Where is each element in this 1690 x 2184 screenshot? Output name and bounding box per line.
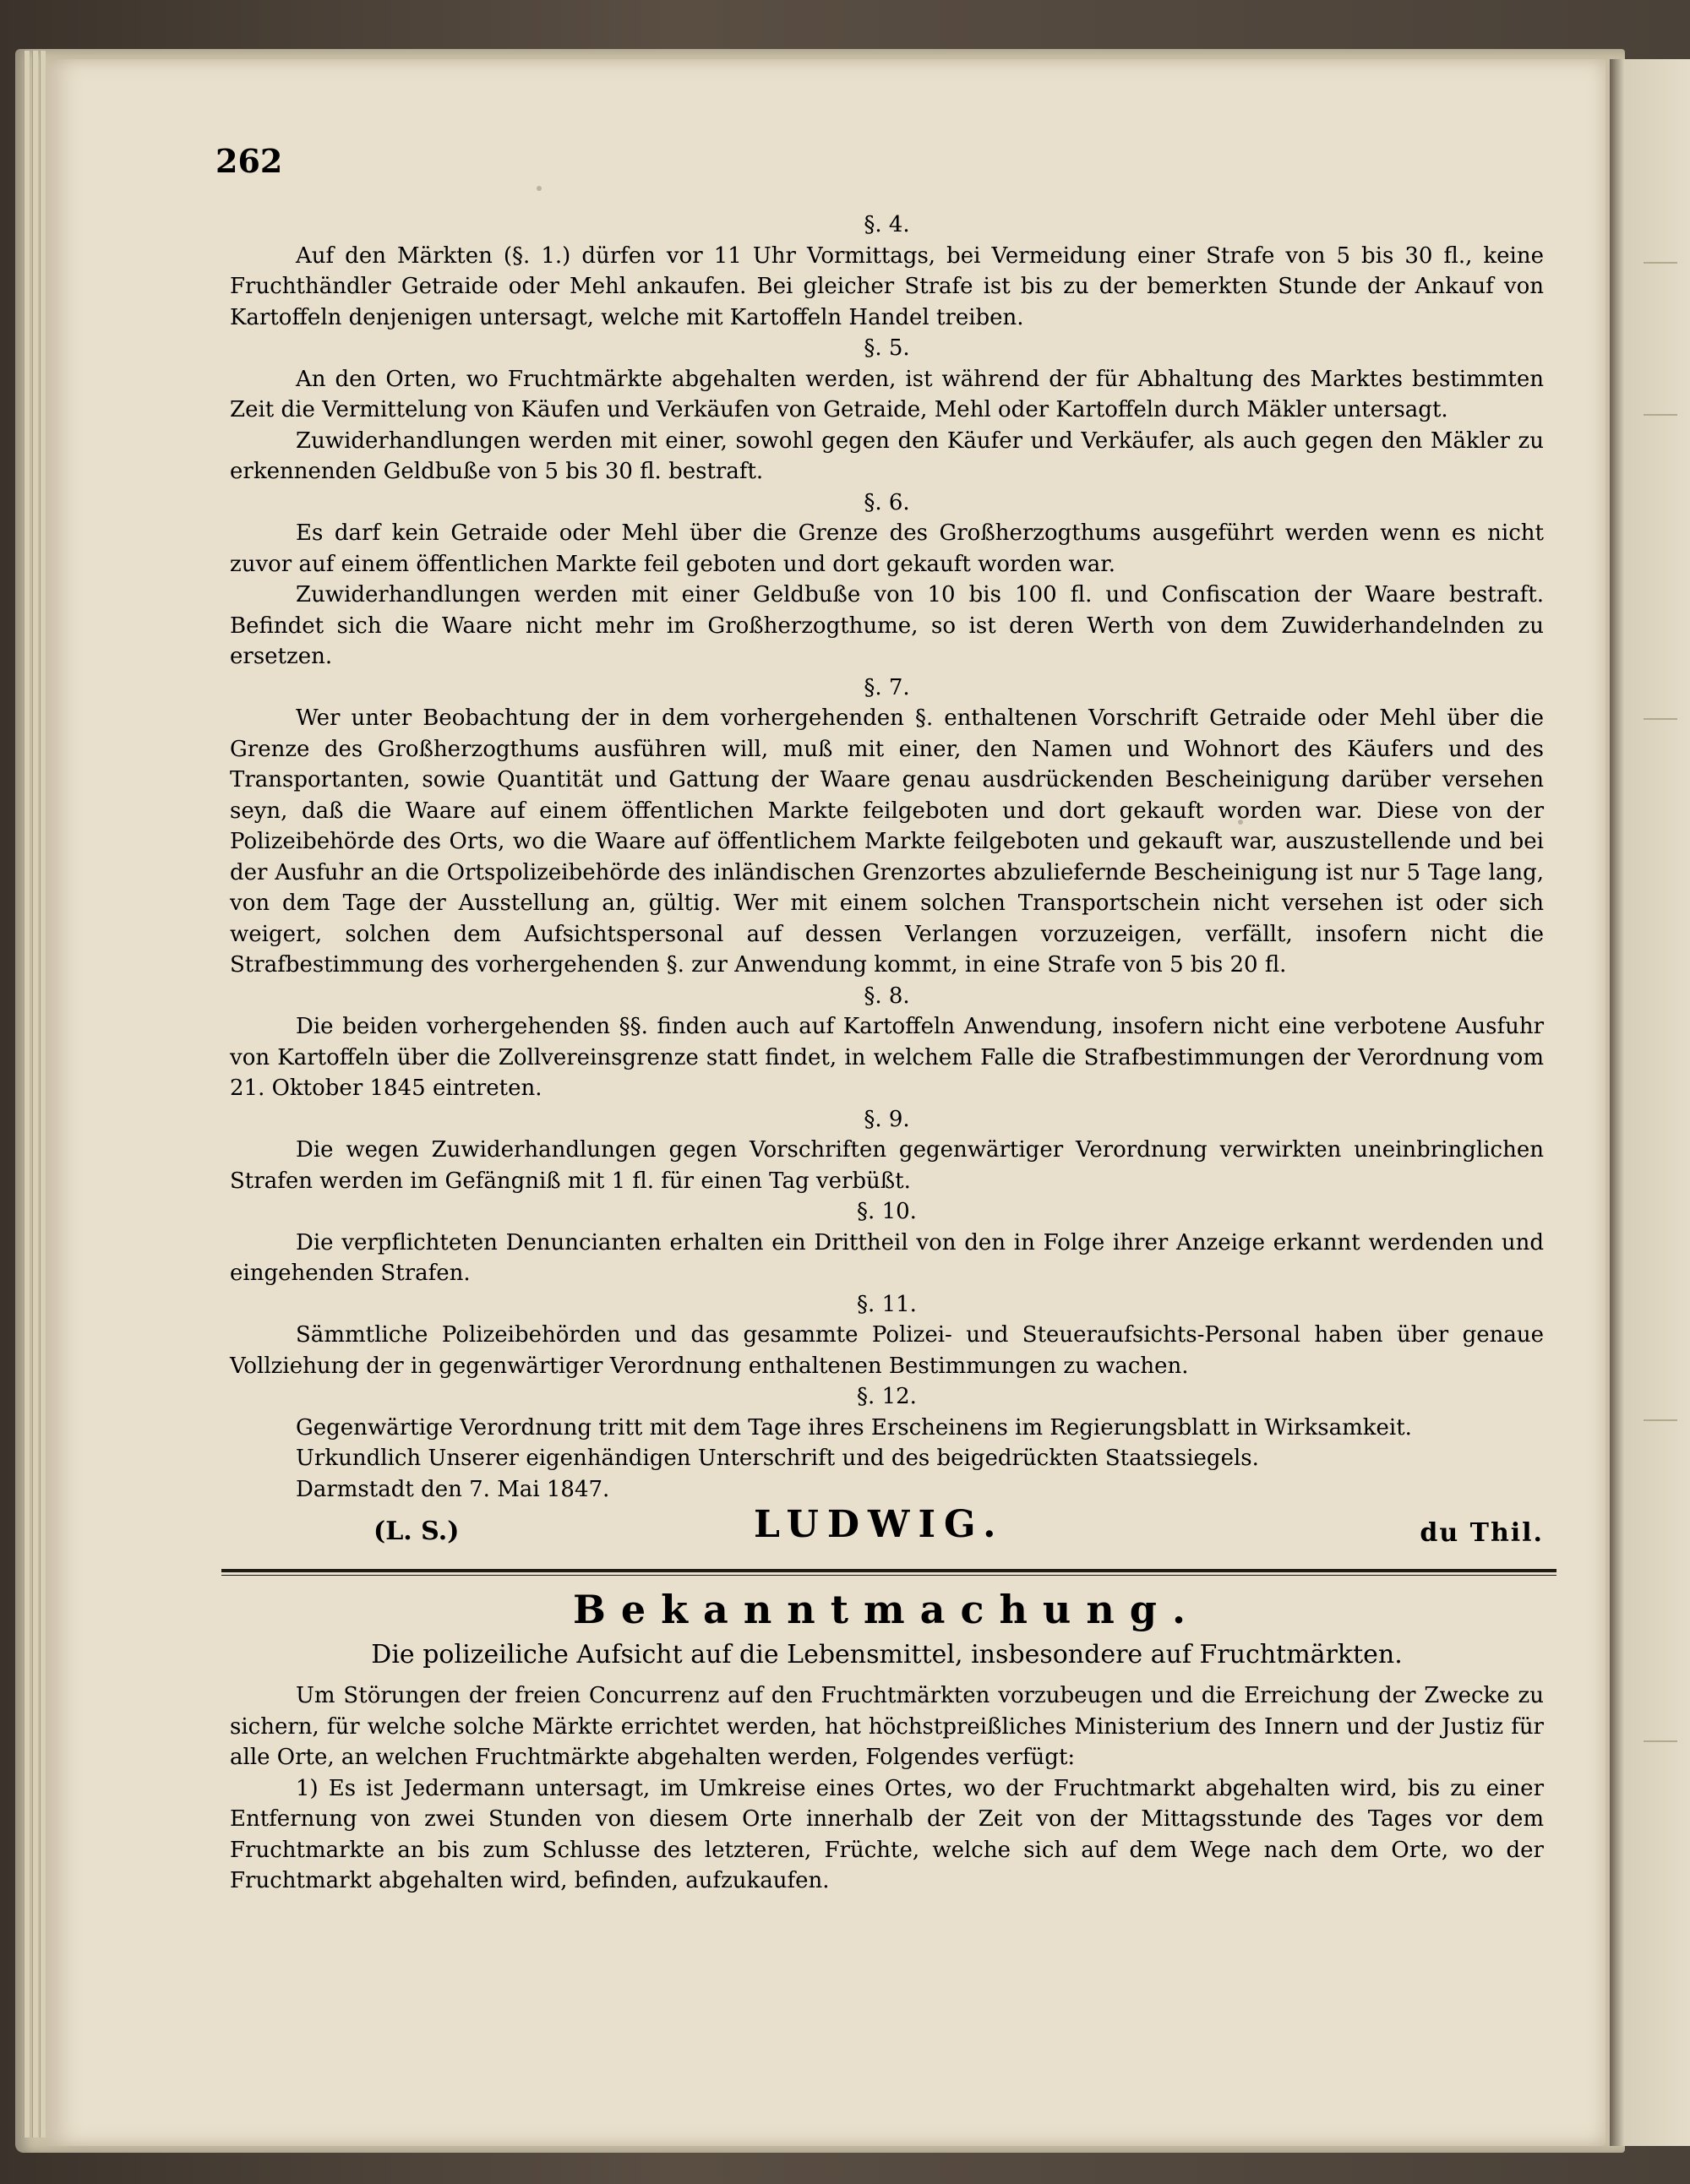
- paragraph: 1) Es ist Jedermann untersagt, im Umkreise eines Ortes, wo der Fruchtmarkt abgehalten wird, bis zu einer Entfernung von zwei Stunden von diesem Orte innerhalb der Zeit von der Mittagsstunde des Tages vor dem Fruchtmarkte an bis zum Schlusse des letzteren, Früchte, welche sich auf dem Wege nach dem Orte, wo der Fruchtmarkt abgehalten wird, befinden, aufzukaufen.: [230, 1775, 1544, 1893]
- sovereign-signature: LUDWIG.: [754, 1503, 1005, 1546]
- paragraph: Die wegen Zuwiderhandlungen gegen Vorschriften gegenwärtiger Verordnung verwirkten uneinbringlichen Strafen werden im Gefängniß mit 1 fl. für einen Tag verbüßt.: [230, 1137, 1544, 1194]
- paragraph: Es darf kein Getraide oder Mehl über die Grenze des Großherzogthums ausgeführt werden wenn es nicht zuvor auf einem öffentlichen Markte feil geboten und dort gekauft worden war.: [230, 520, 1544, 577]
- ink-spot: [537, 186, 542, 191]
- section-heading: §. 6.: [864, 489, 910, 515]
- minister-signature: du Thil.: [1420, 1518, 1544, 1548]
- section-heading: §. 11.: [857, 1291, 917, 1317]
- paragraph: Die beiden vorhergehenden §§. finden auch auf Kartoffeln Anwendung, insofern nicht eine verbotene Ausfuhr von Kartoffeln über die Zollvereinsgrenze statt findet, in welchem Falle die Strafbestimmungen der Verordnung vom 21. Oktober 1845 eintreten.: [230, 1014, 1544, 1101]
- page-number: 262: [215, 142, 283, 180]
- notice-title: Bekanntmachung.: [573, 1587, 1201, 1632]
- paragraph: Sämmtliche Polizeibehörden und das gesammte Polizei- und Steueraufsichts-Personal haben über genaue Vollziehung der in gegenwärtiger Verordnung enthaltenen Bestimmungen zu wachen.: [230, 1322, 1544, 1379]
- section-heading: §. 7.: [864, 674, 910, 700]
- paragraph: An den Orten, wo Fruchtmärkte abgehalten werden, ist während der für Abhaltung des Marktes bestimmten Zeit die Vermittelung von Käufen und Verkäufen von Getraide, Mehl oder Kartoffeln durch Mäkler untersagt.: [230, 366, 1544, 422]
- page-edge: [32, 51, 38, 2138]
- paragraph: Gegenwärtige Verordnung tritt mit dem Tage ihres Erscheinens im Regierungsblatt in Wirksamkeit.: [296, 1414, 1412, 1441]
- divider-rule: [221, 1575, 1556, 1576]
- paragraph: Auf den Märkten (§. 1.) dürfen vor 11 Uhr Vormittags, bei Vermeidung einer Strafe von 5 bis 30 fl., keine Fruchthändler Getraide oder Mehl ankaufen. Bei gleicher Strafe ist bis zu der bemerkten Stunde der Ankauf von Kartoffeln denjenigen untersagt, welche mit Kartoffeln Handel treiben.: [230, 242, 1544, 330]
- paragraph: Zuwiderhandlungen werden mit einer, sowohl gegen den Käufer und Verkäufer, als auch gegen den Mäkler zu erkennenden Geldbuße von 5 bis 30 fl. bestraft.: [230, 428, 1544, 484]
- decree-closing: Urkundlich Unserer eigenhändigen Unterschrift und des beigedrückten Staatssiegels.: [296, 1446, 1259, 1471]
- signature-row: [230, 1503, 1544, 1557]
- section-heading: §. 9.: [864, 1106, 910, 1132]
- place-date: Darmstadt den 7. Mai 1847.: [296, 1476, 610, 1502]
- facing-page-edge: [1610, 59, 1690, 2146]
- paragraph: Wer unter Beobachtung der in dem vorhergehenden §. enthaltenen Vorschrift Getraide oder Mehl über die Grenze des Großherzogthums ausführen will, muß mit einer, den Namen und Wohnort des Käufers und des Transportanten, sowie Quantität und Gattung der Waare genau ausdrückenden Bescheinigung darüber versehen seyn, daß die Waare auf einem öffentlichen Markte feilgeboten und dort gekauft worden war. Diese von der Polizeibehörde des Orts, wo die Waare auf öffentlichem Markte feilgeboten und gekauft war, auszustellende und bei der Ausfuhr an die Ortspolizeibehörde des inländischen Grenzortes abzuliefernde Bescheinigung ist nur 5 Tage lang, von dem Tage der Ausstellung an, gültig. Wer mit einem solchen Transportschein nicht versehen ist oder sich weigert, solchen dem Aufsichtspersonal auf dessen Verlangen vorzuzeigen, verfällt, insofern nicht die Strafbestimmung des vorhergehenden §. zur Anwendung kommt, in eine Strafe von 5 bis 20 fl.: [230, 705, 1544, 978]
- notice-subtitle: Die polizeiliche Aufsicht auf die Lebensmittel, insbesondere auf Fruchtmärkten.: [371, 1640, 1403, 1669]
- seal-mark: (L. S.): [373, 1517, 460, 1546]
- section-heading: §. 4.: [864, 212, 910, 237]
- section-heading: §. 12.: [857, 1384, 917, 1409]
- page-edge: [24, 51, 30, 2138]
- document-body: [230, 210, 1544, 1897]
- paragraph: Die verpflichteten Denuncianten erhalten ein Drittheil von den in Folge ihrer Anzeige erkannt werdenden und eingehenden Strafen.: [230, 1229, 1544, 1286]
- section-heading: §. 10.: [857, 1199, 917, 1224]
- section-heading: §. 5.: [864, 335, 910, 361]
- paragraph: Zuwiderhandlungen werden mit einer Geldbuße von 10 bis 100 fl. und Confiscation der Waare bestraft. Befindet sich die Waare nicht mehr im Großherzogthume, so ist deren Werth von dem Zuwiderhandelnden zu ersetzen.: [230, 582, 1544, 669]
- section-heading: §. 8.: [864, 983, 910, 1009]
- paragraph: Um Störungen der freien Concurrenz auf den Fruchtmärkten vorzubeugen und die Erreichung der Zwecke zu sichern, für welche solche Märkte errichtet werden, hat höchstpreißliches Ministerium des Innern und der Justiz für alle Orte, an welchen Fruchtmärkte abgehalten werden, Folgendes verfügt:: [230, 1683, 1544, 1770]
- page-edge: [40, 51, 46, 2138]
- divider-rule: [221, 1569, 1556, 1572]
